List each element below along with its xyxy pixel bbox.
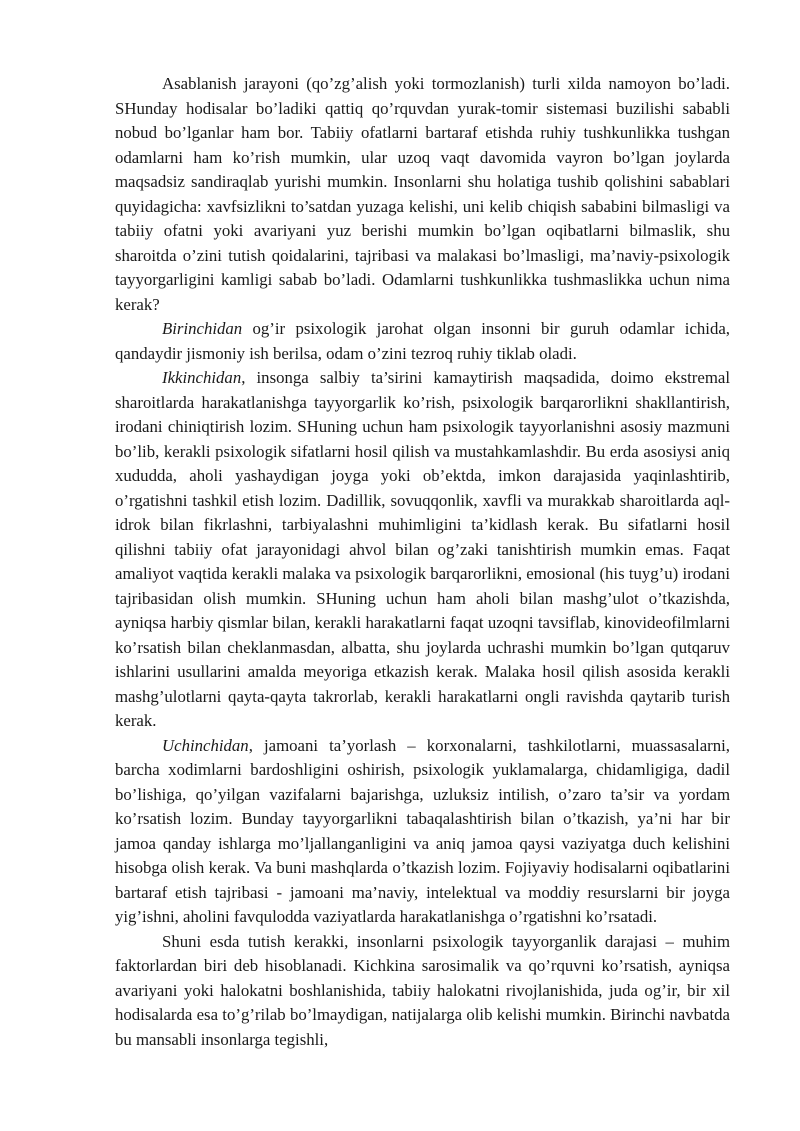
paragraph-lead: Uchinchidan <box>162 735 249 755</box>
paragraph-final <box>115 930 730 1053</box>
paragraph-lead: Ikkinchidan <box>162 368 242 387</box>
paragraph-birinchidan <box>115 317 730 366</box>
paragraph-uchinchidan <box>115 734 730 930</box>
paragraph-lead: Birinchidan <box>162 319 243 338</box>
paragraph-text: , insonga salbiy ta’sirini kamaytirish maqsadida, doimo ekstremal sharoitlarda harakatlanishga tayyorgarlik ko’rish, psixologik barqarorlikni shakllantirish, irodani chiniqtirish lozim. SHuning uchun ham psixologik tayyorlanishni asosiy mazmuni bo’lib, kerakli psixologik sifatlarni hosil qilish va mustahkamlashdir. Bu erda asosiysi aniq xududda, aholi yashaydigan joyga yoki ob’ektda, imkon darajasida yaqinlashtirib, o’rgatishni tashkil etish lozim. Dadillik, sovuqqonlik, xavfli va murakkab sharoitlarda aql-idrok bilan fikrlashni, tarbiyalashni muhimligini ta’kidlash kerak. Bu sifatlarni hosil qilishni tabiiy ofat jarayonidagi ahvol bilan og’zaki tanishtirish mumkin emas. Faqat amaliyot vaqtida kerakli malaka va psixologik barqarorlikni, emosional (his tuyg’u) irodani tajribasidan olish mumkin. SHuning uchun ham aholi bilan mashg’ulot o’tkazishda, ayniqsa harbiy qismlar bilan, kerakli harakatlarni faqat uzoqni tavsiflab, kinovideofilmlarni ko’rsatish bilan cheklanmasdan, albatta, shu joylarda uchrashi mumkin bo’lgan qutqaruv ishlarini usullarini amalda meyoriga etkazish kerak. Malaka hosil qilish asosida kerakli mashg’ulotlarni qayta-qayta takrorlab, kerakli harakatlarni ongli ravishda qaytarib turish kerak. <box>115 368 730 730</box>
paragraph-text: og’ir psixologik jarohat olgan insonni bir guruh odamlar ichida, qandaydir jismoniy ish berilsa, odam o’zini tezroq ruhiy tiklab oladi. <box>115 319 730 363</box>
paragraph-text: , jamoani ta’yorlash – korxonalarni, tashkilotlarni, muassasalarni, barcha xodimlarni bardoshligini oshirish, psixologik yuklamalarga, chidamligiga, dadil bo’lishiga, qo’yilgan vazifalarni bajarishga, uzluksiz intilish, o’zaro ta’sir va yordam ko’rsatish lozim. Bunday tayyorgarlikni tabaqalashtirish bilan o’tkazish, ya’ni har bir jamoa qanday ishlarga mo’ljallanganligini va aniq jamoa qaysi vaziyatga duch kelishini hisobga olish kerak. Va buni mashqlarda o’tkazish lozim. Fojiyaviy hodisalarni oqibatlarini bartaraf etish tajribasi - jamoani ma’naviy, intelektual va moddiy resurslarni bir joyga yig’ishni, aholini favqulodda vaziyatlarda harakatlanishga o’rgatishni ko’rsatadi. <box>115 735 730 926</box>
paragraph-ikkinchidan <box>115 366 730 734</box>
paragraph-text: Asablanish jarayoni (qo’zg’alish yoki tormozlanish) turli xilda namoyon bo’ladi. SHunday hodisalar bo’ladiki qattiq qo’rquvdan yurak-tomir sistemasi buzilishi sababli nobud bo’lganlar ham bor. Tabiiy ofatlarni bartaraf etishda ruhiy tushkunlikka tushgan odamlarni ham ko’rish mumkin, ular uzoq vaqt davomida vayron bo’lgan joylarda maqsadsiz sandiraqlab yurishi mumkin. Insonlarni shu holatiga tushib qolishini sabablari quyidagicha: xavfsizlikni to’satdan yuzaga kelishi, uni kelib chiqish sababini bilmasligi va tabiiy ofatni yoki avariyani yuz berishi mumkin bo’lgan oqibatlarni bilmaslik, shu sharoitda o’zini tutish qoidalarini, tajribasi va malakasi bo’lmasligi, ma’naviy-psixologik tayyorgarligini kamligi sabab bo’ladi. Odamlarni tushkunlikka tushmaslikka uchun nima kerak? <box>115 74 730 314</box>
paragraph-intro <box>115 72 730 317</box>
paragraph-text: Shuni esda tutish kerakki, insonlarni psixologik tayyorganlik darajasi – muhim faktorlardan biri deb hisoblanadi. Kichkina sarosimalik va qo’rquvni ko’rsatish, ayniqsa avariyani yoki halokatni boshlanishida, tabiiy halokatni rivojlanishida, juda og’ir, bir xil hodisalarda esa to’g’rilab bo’lmaydigan, natijalarga olib kelishi mumkin. Birinchi navbatda bu mansabli insonlarga tegishli, <box>115 931 730 1049</box>
